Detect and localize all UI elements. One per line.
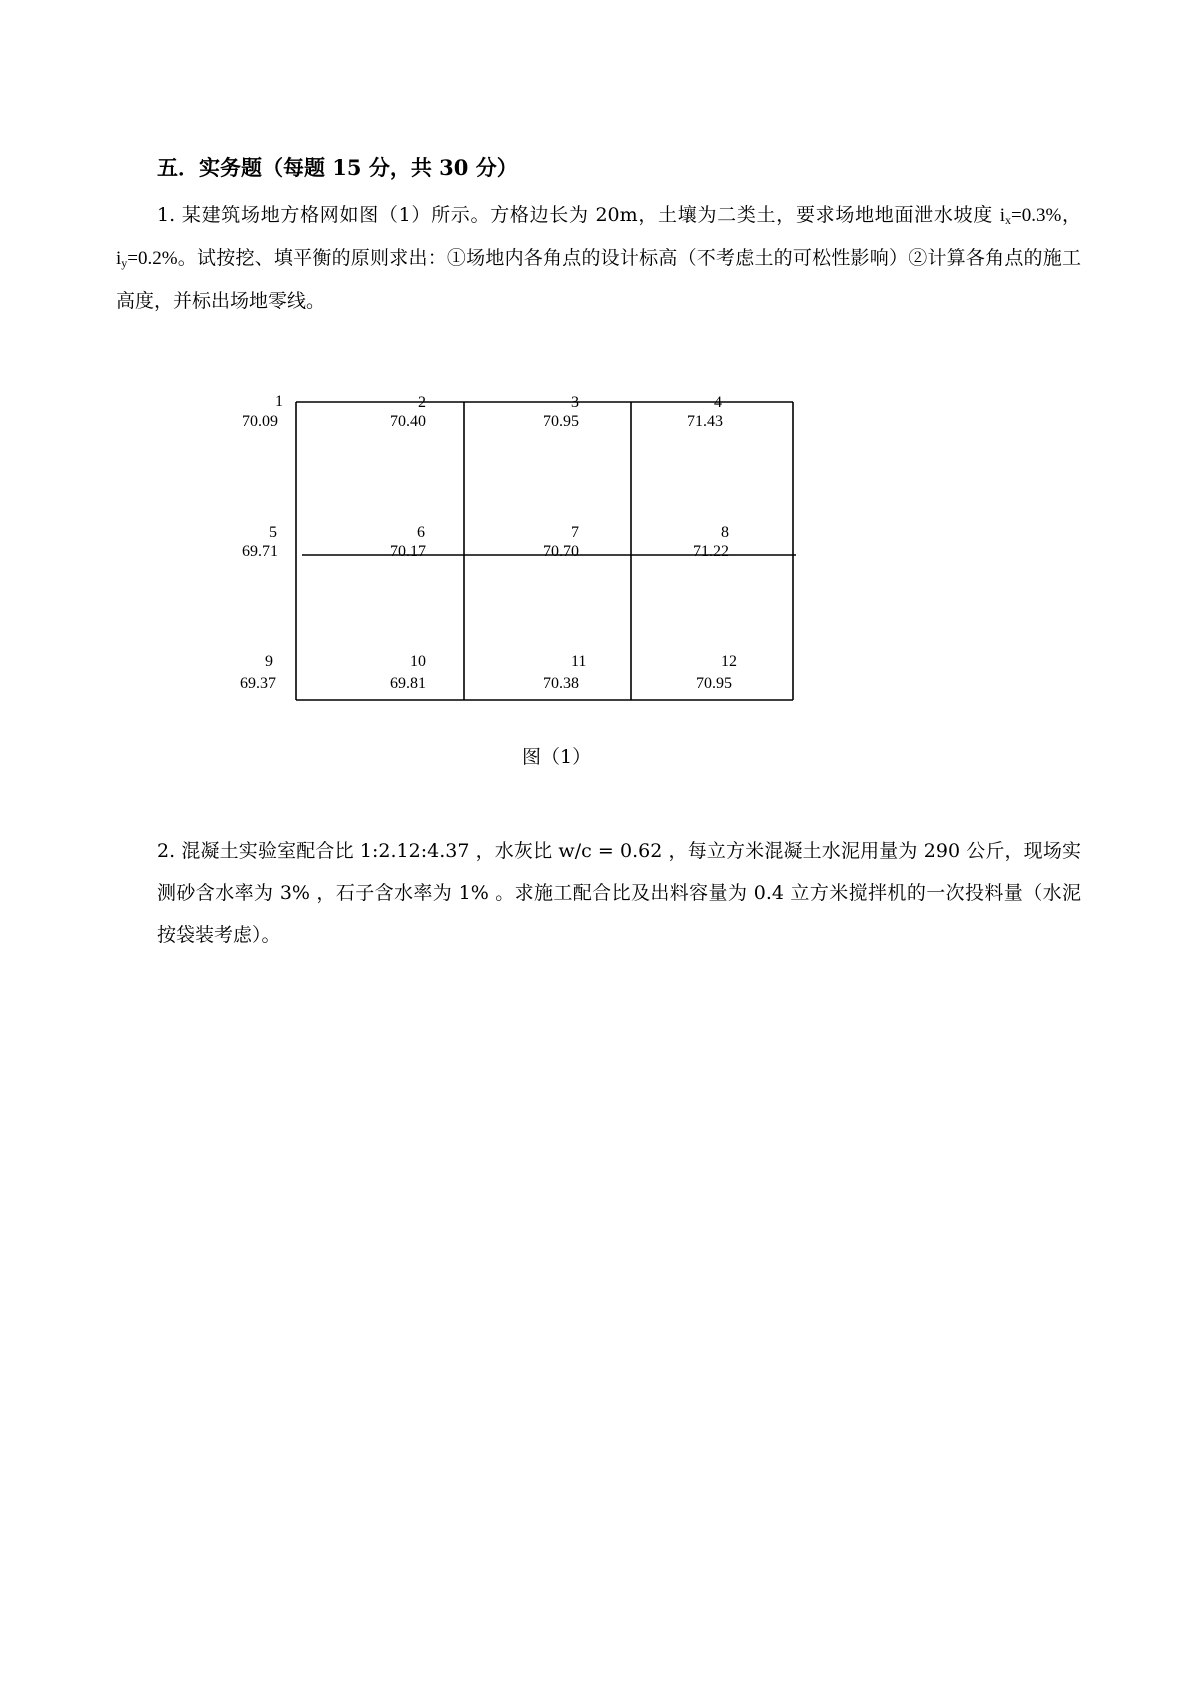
slope-ix bbox=[1000, 205, 1081, 226]
point-number-3: 3 bbox=[571, 394, 579, 411]
question-1-text-a: 某建筑场地方格网如图（1）所示。方格边长为 20m，土壤为二类土，要求场地地面泄水坡度 bbox=[175, 204, 1000, 226]
point-elevation-2: 70.40 bbox=[390, 413, 426, 430]
slope-ix-value: =0.3%， bbox=[1011, 205, 1081, 226]
question-1-text-b: 试按挖、填平衡的原则求出：①场地内各角点的设计标高（不考虑土的可松性影响）②计算各角点的施工高度，并标出场地零线。 bbox=[116, 247, 1081, 312]
point-elevation-1: 70.09 bbox=[242, 413, 278, 430]
point-elevation-6: 70.17 bbox=[390, 543, 426, 560]
question-2-text: 混凝土实验室配合比 1:2.12:4.37 ，水灰比 w/c = 0.62 ，每立方米混凝土水泥用量为 290 公斤，现场实测砂含水率为 3% ，石子含水率为 1% 。求施工配合比及出料容量为 0.4 立方米搅拌机的一次投料量（水泥按袋装考虑）。 bbox=[157, 840, 1081, 946]
point-number-11: 11 bbox=[571, 653, 587, 670]
point-elevation-8: 71.22 bbox=[693, 543, 729, 560]
point-number-4: 4 bbox=[714, 394, 722, 411]
grid-labels bbox=[240, 393, 737, 692]
point-number-12: 12 bbox=[721, 653, 737, 670]
slope-ix-subscript: x bbox=[1005, 213, 1011, 227]
grid-figure bbox=[240, 392, 810, 772]
slope-iy-base: i bbox=[116, 248, 122, 269]
point-number-1: 1 bbox=[275, 393, 283, 410]
point-elevation-3: 70.95 bbox=[543, 413, 579, 430]
question-2 bbox=[157, 830, 1081, 956]
point-number-9: 9 bbox=[265, 653, 273, 670]
point-elevation-12: 70.95 bbox=[696, 675, 732, 692]
section-heading: 五．实务题（每题 15 分，共 30 分） bbox=[157, 155, 518, 180]
slope-iy bbox=[116, 248, 197, 269]
question-1-number: 1. bbox=[157, 204, 176, 226]
point-number-8: 8 bbox=[721, 524, 729, 541]
grid-diagram bbox=[240, 392, 810, 772]
point-number-5: 5 bbox=[269, 524, 277, 541]
slope-iy-subscript: y bbox=[121, 256, 128, 270]
question-1 bbox=[116, 194, 1081, 322]
figure-caption: 图（1） bbox=[522, 746, 592, 768]
point-elevation-7: 70.70 bbox=[543, 543, 579, 560]
point-elevation-11: 70.38 bbox=[543, 675, 579, 692]
point-number-10: 10 bbox=[410, 653, 426, 670]
slope-iy-value: =0.2%。 bbox=[127, 248, 198, 269]
point-number-2: 2 bbox=[418, 394, 426, 411]
point-elevation-5: 69.71 bbox=[242, 543, 278, 560]
point-elevation-4: 71.43 bbox=[687, 413, 723, 430]
question-2-number: 2. bbox=[157, 840, 176, 862]
slope-ix-base: i bbox=[999, 205, 1005, 226]
point-elevation-9: 69.37 bbox=[240, 675, 276, 692]
point-number-7: 7 bbox=[571, 524, 579, 541]
point-number-6: 6 bbox=[417, 524, 425, 541]
point-elevation-10: 69.81 bbox=[390, 675, 426, 692]
